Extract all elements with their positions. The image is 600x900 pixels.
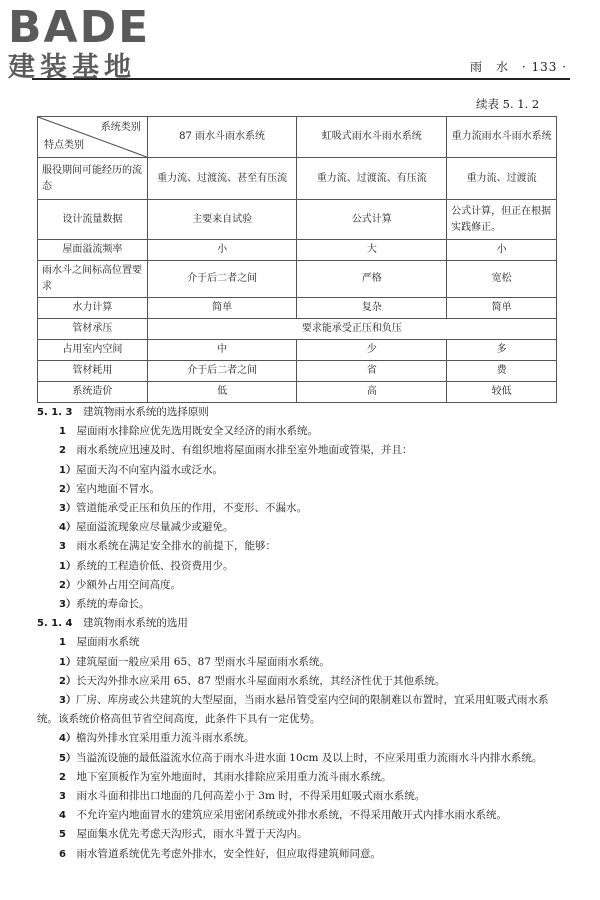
table-row bbox=[38, 361, 557, 382]
table-cell: 公式计算 bbox=[297, 200, 447, 240]
clause: 1 屋面雨水系统 bbox=[59, 636, 140, 649]
table-header-row bbox=[38, 117, 557, 158]
table-cell: 公式计算，但正在根据实践修正。 bbox=[447, 200, 557, 240]
table-cell: 宽松 bbox=[447, 261, 557, 298]
table-cell: 介于后二者之间 bbox=[147, 261, 297, 298]
clause: 6 雨水管道系统优先考虑外排水，安全性好，但应取得建筑师同意。 bbox=[59, 847, 381, 860]
sub-clause: 3）管道能承受正压和负压的作用，不变形、不漏水。 bbox=[59, 502, 307, 515]
row-label: 服役期间可能经历的流态 bbox=[38, 158, 148, 200]
table-cell: 介于后二者之间 bbox=[147, 361, 297, 382]
table-row bbox=[38, 319, 557, 340]
row-label: 管材承压 bbox=[38, 319, 148, 340]
logo-brand-cn: 建装基地 bbox=[8, 52, 136, 83]
header-rule bbox=[32, 78, 570, 80]
table-row bbox=[38, 298, 557, 319]
table-row bbox=[38, 240, 557, 261]
table-cell: 复杂 bbox=[297, 298, 447, 319]
row-label: 系统造价 bbox=[38, 382, 148, 403]
table-cell: 多 bbox=[447, 340, 557, 361]
clause: 4 不允许室内地面冒水的建筑应采用密闭系统或外排水系统，不得采用敞开式内排水雨水系统。 bbox=[59, 809, 507, 822]
table-cell: 大 bbox=[297, 240, 447, 261]
table-cell: 严格 bbox=[297, 261, 447, 298]
column-header: 87 雨水斗雨水系统 bbox=[147, 117, 297, 158]
corner-top-label: 系统类别 bbox=[100, 122, 141, 133]
sub-clause: 2）室内地面不冒水。 bbox=[59, 482, 160, 495]
table-cell: 重力流、过渡流 bbox=[447, 158, 557, 200]
row-label: 设计流量数据 bbox=[38, 200, 148, 240]
body-text bbox=[37, 403, 567, 864]
clause: 3 雨水系统在满足安全排水的前提下，能够： bbox=[59, 540, 276, 553]
row-label: 屋面溢流频率 bbox=[38, 240, 148, 261]
column-header: 重力流雨水斗雨水系统 bbox=[447, 117, 557, 158]
table-row bbox=[38, 158, 557, 200]
row-label: 占用室内空间 bbox=[38, 340, 148, 361]
table-caption: 续表 5. 1. 2 bbox=[476, 97, 540, 111]
table-row bbox=[38, 200, 557, 240]
row-label: 水力计算 bbox=[38, 298, 148, 319]
table-row bbox=[38, 382, 557, 403]
comparison-table bbox=[37, 116, 557, 403]
bade-logo bbox=[8, 2, 178, 84]
clause: 2 地下室顶板作为室外地面时，其雨水排除应采用重力流斗雨水系统。 bbox=[59, 770, 392, 783]
table-cell: 高 bbox=[297, 382, 447, 403]
page-header bbox=[470, 58, 567, 75]
sub-clause: 1）屋面天沟不向室内溢水或泛水。 bbox=[59, 463, 223, 476]
table-cell: 重力流、过渡流、甚至有压流 bbox=[147, 158, 297, 200]
table-row bbox=[38, 340, 557, 361]
clause: 2 雨水系统应迅速及时、有组织地将屋面雨水排至室外地面或管渠，并且： bbox=[59, 444, 413, 457]
column-header: 虹吸式雨水斗雨水系统 bbox=[297, 117, 447, 158]
sub-clause: 4）屋面溢流现象应尽量减少或避免。 bbox=[59, 521, 234, 534]
row-label: 管材耗用 bbox=[38, 361, 148, 382]
table-cell: 简单 bbox=[447, 298, 557, 319]
table-row bbox=[38, 261, 557, 298]
table-cell: 少 bbox=[297, 340, 447, 361]
sub-clause: 1）建筑屋面一般应采用 65、87 型雨水斗屋面雨水系统。 bbox=[59, 655, 330, 668]
table-cell: 中 bbox=[147, 340, 297, 361]
page-number: · 133 · bbox=[521, 60, 568, 74]
clause: 1 屋面雨水排除应优先选用既安全又经济的雨水系统。 bbox=[59, 425, 318, 438]
logo-brand-en: BADE bbox=[8, 2, 151, 53]
sub-clause: 5）当溢流设施的最低溢流水位高于雨水斗进水面 10cm 及以上时，不应采用重力流雨水斗内排水系统。 bbox=[59, 751, 543, 764]
sub-clause: 3）系统的寿命长。 bbox=[59, 598, 150, 611]
sub-clause: 2）长天沟外排水应采用 65、87 型雨水斗屋面雨水系统，其经济性优于其他系统。 bbox=[59, 674, 446, 687]
chapter-title: 雨 水 bbox=[470, 60, 510, 74]
table-cell: 小 bbox=[147, 240, 297, 261]
table-corner-cell bbox=[38, 117, 148, 158]
table-cell: 简单 bbox=[147, 298, 297, 319]
sub-clause: 4）檐沟外排水宜采用重力流斗雨水系统。 bbox=[59, 732, 255, 745]
table-cell: 较低 bbox=[447, 382, 557, 403]
table-cell: 费 bbox=[447, 361, 557, 382]
table-cell: 重力流、过渡流、有压流 bbox=[297, 158, 447, 200]
table-cell: 主要来自试验 bbox=[147, 200, 297, 240]
section-heading: 5. 1. 4 建筑物雨水系统的选用 bbox=[37, 617, 188, 630]
row-label: 雨水斗之间标高位置要求 bbox=[38, 261, 148, 298]
clause: 5 屋面集水优先考虑天沟形式，雨水斗置于天沟内。 bbox=[59, 828, 308, 841]
table-cell-merged: 要求能承受正压和负压 bbox=[147, 319, 556, 340]
sub-clause: 3）厂房、库房或公共建筑的大型屋面，当雨水悬吊管受室内空间的限制难以布置时，宜采用虹吸式雨水系统。该系统价格高但节省空间高度，此条件下具有一定优势。 bbox=[37, 694, 549, 726]
clause: 3 雨水斗面和排出口地面的几何高差小于 3m 时，不得采用虹吸式雨水系统。 bbox=[59, 790, 426, 803]
sub-clause: 2）少额外占用空间高度。 bbox=[59, 578, 181, 591]
section-heading: 5. 1. 3 建筑物雨水系统的选择原则 bbox=[37, 406, 209, 418]
sub-clause: 1）系统的工程造价低、投资费用少。 bbox=[59, 559, 234, 572]
corner-bottom-label: 特点类别 bbox=[44, 140, 84, 151]
table-cell: 低 bbox=[147, 382, 297, 403]
table-cell: 小 bbox=[447, 240, 557, 261]
table-cell: 省 bbox=[297, 361, 447, 382]
